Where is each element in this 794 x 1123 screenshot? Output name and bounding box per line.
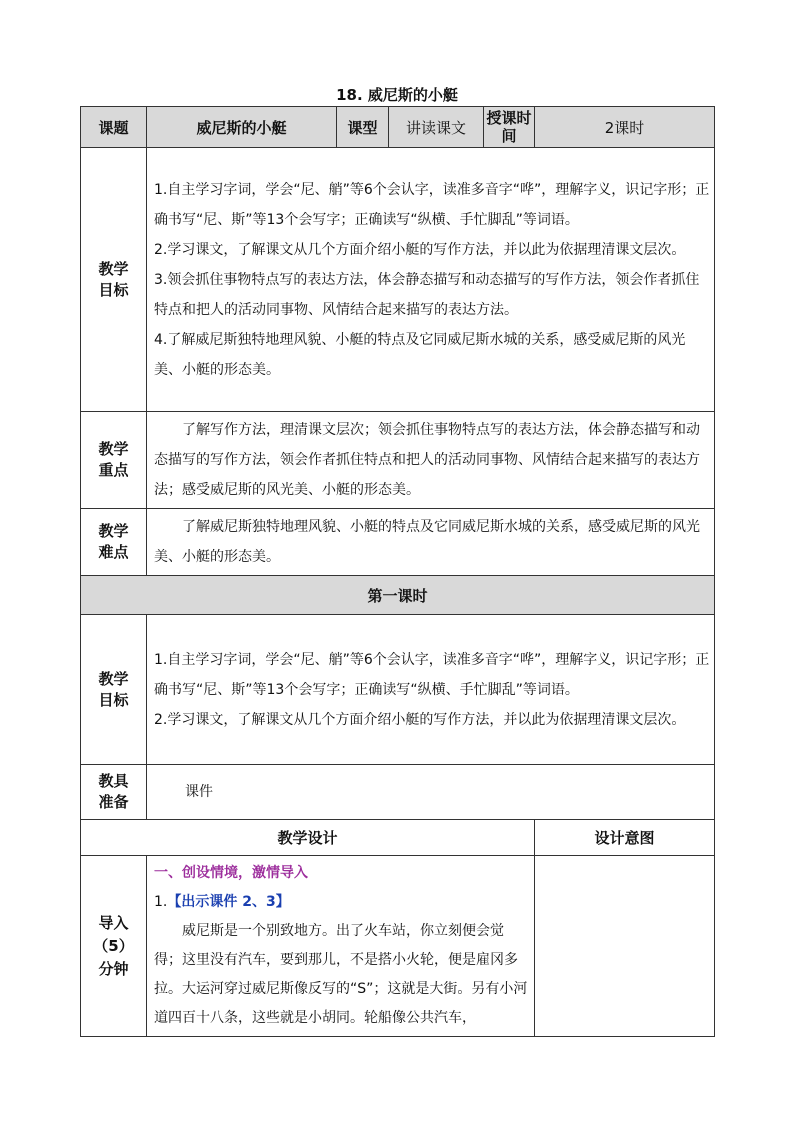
type-label: 课型 [337,107,389,148]
step-item: 1.【出示课件 2、3】 [154,894,290,910]
header-row [81,107,715,148]
step-content [147,856,535,1037]
lesson1-goal-item: 1.自主学习字词，学会“尼、艄”等6个会认字，读准多音字“哗”，理解字义，识记字形；正确书写“尼、斯”等13个会写字；正确读写“纵横、手忙脚乱”等词语。 [154,651,710,698]
goal-item: 2.学习课文，了解课文从几个方面介绍小艇的写作方法，并以此为依据理清课文层次。 [154,241,686,258]
goals-content [147,148,715,412]
type-value: 讲读课文 [389,107,484,148]
tools-value: 课件 [147,765,715,820]
lesson1-heading: 第一课时 [81,576,715,615]
lesson1-goals-row [81,615,715,765]
lesson1-goals-label: 教学目标 [81,615,147,765]
goal-item: 1.自主学习字词，学会“尼、艄”等6个会认字，读准多音字“哗”，理解字义，识记字形；正确书写“尼、斯”等13个会写字；正确读写“纵横、手忙脚乱”等词语。 [154,181,710,228]
step-label: 导入（5）分钟 [81,856,147,1037]
goals-label: 教学目标 [81,148,147,412]
key-points-label: 教学重点 [81,412,147,509]
lesson1-heading-row [81,576,715,615]
intent-label: 设计意图 [535,820,715,856]
tools-row [81,765,715,820]
design-label: 教学设计 [81,820,535,856]
topic-label: 课题 [81,107,147,148]
lesson-plan-table [80,106,715,1037]
intent-content [535,856,715,1037]
goal-item: 3.领会抓住事物特点写的表达方法，体会静态描写和动态描写的写作方法，领会作者抓住特点和把人的活动同事物、风情结合起来描写的表达方法。 [154,271,700,318]
key-points-row [81,412,715,509]
page-title: 18. 威尼斯的小艇 [336,86,458,104]
topic-value: 威尼斯的小艇 [147,107,337,148]
time-value: 2课时 [535,107,715,148]
difficulties-label: 教学难点 [81,509,147,576]
difficulties-text: 了解威尼斯独特地理风貌、小艇的特点及它同威尼斯水城的关系，感受威尼斯的风光美、小艇的形态美。 [154,519,700,565]
tools-label: 教具准备 [81,765,147,820]
difficulties-row [81,509,715,576]
goals-row [81,148,715,412]
goal-item: 4.了解威尼斯独特地理风貌、小艇的特点及它同威尼斯水城的关系，感受威尼斯的风光美、小艇的形态美。 [154,331,686,378]
design-header-row [81,820,715,856]
intro-step-row [81,856,715,1037]
lesson1-goal-item: 2.学习课文，了解课文从几个方面介绍小艇的写作方法，并以此为依据理清课文层次。 [154,711,686,728]
key-points-text: 了解写作方法，理清课文层次；领会抓住事物特点写的表达方法，体会静态描写和动态描写的写作方法，领会作者抓住特点和把人的活动同事物、风情结合起来描写的表达方法；感受威尼斯的风光美、小艇的形态美。 [154,422,700,498]
time-label: 授课时间 [484,107,535,148]
step-title: 一、创设情境，激情导入 [154,865,308,881]
step-text: 威尼斯是一个别致地方。出了火车站，你立刻便会觉得；这里没有汽车，要到那儿，不是搭小火轮，便是雇冈多拉。大运河穿过威尼斯像反写的“S”；这就是大街。另有小河道四百十八条，这些就是小胡同。轮船像公共汽车， [154,923,528,1026]
